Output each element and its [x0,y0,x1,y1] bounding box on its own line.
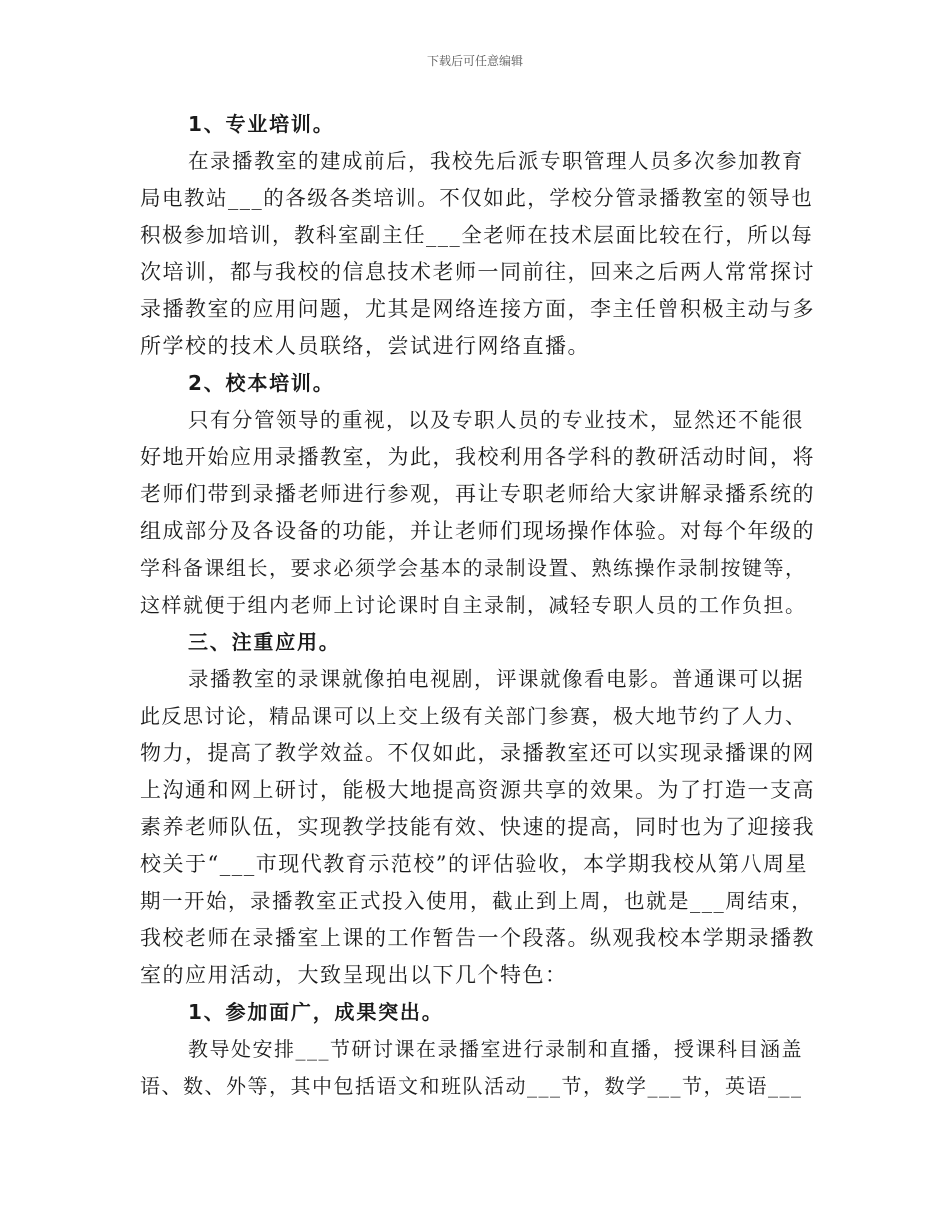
paragraph-line: 老师们带到录播老师进行参观，再让专职老师给大家讲解录播系统的 [140,482,815,506]
paragraph-line: 校关于“___市现代教育示范校”的评估验收，本学期我校从第八周星 [140,852,808,876]
section-heading-school-training: 2、校本培训。 [188,371,335,395]
document-body [140,106,815,1105]
paragraph-line: 此反思讨论，精品课可以上交上级有关部门参赛，极大地节约了人力、 [140,704,807,728]
paragraph-line: 好地开始应用录播教室，为此，我校利用各学科的教研活动时间，将 [140,445,815,469]
paragraph-line: 物力，提高了教学效益。不仅如此，录播教室还可以实现录播课的网 [140,741,815,765]
paragraph-line: 积极参加培训，教科室副主任___全老师在技术层面比较在行，所以每 [140,223,814,247]
paragraph-line: 这样就便于组内老师上讨论课时自主录制，减轻专职人员的工作负担。 [140,593,807,617]
paragraph-line: 室的应用活动，大致呈现出以下几个特色： [140,963,568,987]
paragraph-line: 上沟通和网上研讨，能极大地提高资源共享的效果。为了打造一支高 [140,778,815,802]
paragraph-line: 教导处安排___节研讨课在录播室进行录制和直播，授课科目涵盖 [188,1037,803,1061]
paragraph-line: 组成部分及各设备的功能，并让老师们现场操作体验。对每个年级的 [140,519,815,543]
section-heading-application: 三、注重应用。 [188,630,341,654]
paragraph-line: 所学校的技术人员联络，尝试进行网络直播。 [140,334,590,358]
section-heading-broad-participation: 1、参加面广，成果突出。 [188,1000,444,1024]
paragraph-line: 录播教室的录课就像拍电视剧，评课就像看电影。普通课可以据 [188,667,804,691]
paragraph-line: 期一开始，录播教室正式投入使用，截止到上周，也就是___周结束， [140,889,814,913]
paragraph-line: 在录播教室的建成前后，我校先后派专职管理人员多次参加教育 [188,149,804,173]
paragraph-line: 次培训，都与我校的信息技术老师一同前往，回来之后两人常常探讨 [140,260,815,284]
page-header: 下载后可任意编辑 [426,54,523,68]
paragraph-line: 局电教站___的各级各类培训。不仅如此，学校分管录播教室的领导也 [140,186,814,210]
paragraph-line: 语、数、外等，其中包括语文和班队活动___节，数学___节，英语___ [140,1074,803,1098]
paragraph-line: 只有分管领导的重视，以及专职人员的专业技术，显然还不能很 [188,408,804,432]
paragraph-line: 录播教室的应用问题，尤其是网络连接方面，李主任曾积极主动与多 [140,297,815,321]
paragraph-line: 学科备课组长，要求必须学会基本的录制设置、熟练操作录制按键等， [140,556,807,580]
paragraph-line: 我校老师在录播室上课的工作暂告一个段落。纵观我校本学期录播教 [140,926,815,950]
section-heading-professional-training: 1、专业培训。 [188,112,335,136]
paragraph-line: 素养老师队伍，实现教学技能有效、快速的提高，同时也为了迎接我 [140,815,815,839]
